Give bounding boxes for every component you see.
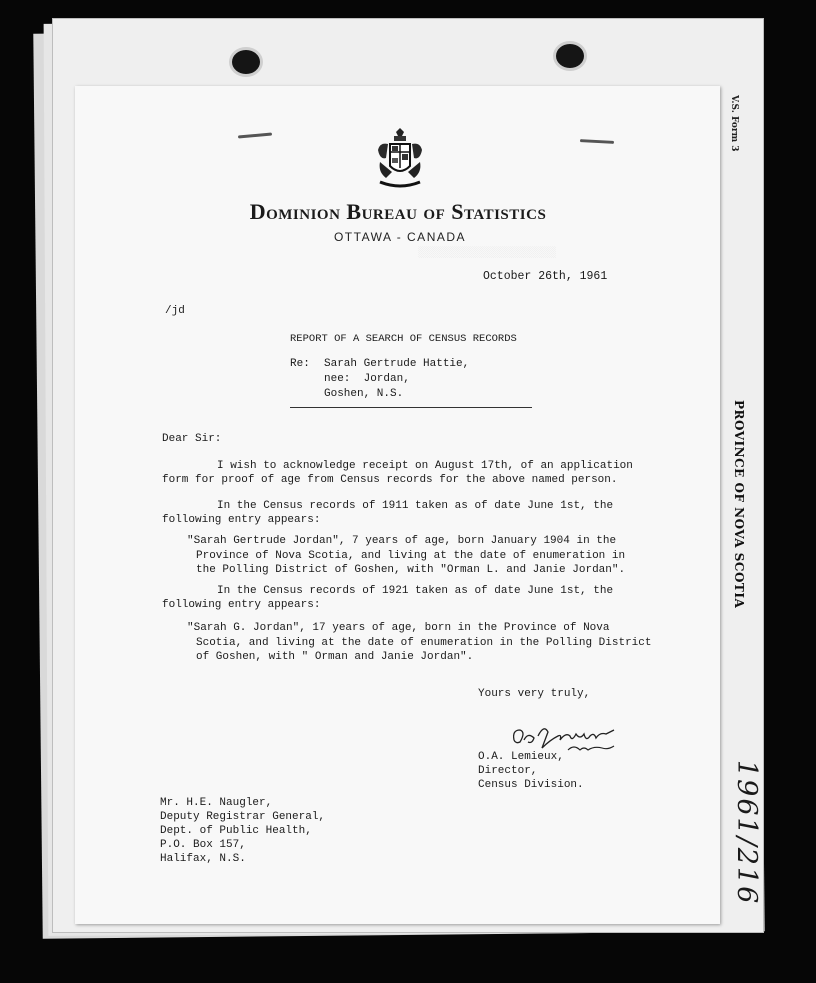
paragraph-line: following entry appears: xyxy=(162,599,321,611)
recipient-line: Dept. of Public Health, xyxy=(160,825,312,837)
paragraph-line: Province of Nova Scotia, and living at the date of enumeration in xyxy=(196,550,626,562)
paragraph-line: of Goshen, with " Orman and Janie Jordan". xyxy=(196,651,474,663)
recipient-line: Mr. H.E. Naugler, xyxy=(160,797,273,809)
paragraph-line: Scotia, and living at the date of enumeration in the Polling District xyxy=(196,637,652,649)
re-nee: nee: Jordan, xyxy=(324,373,410,385)
signatory-title: Director, xyxy=(478,765,538,777)
punch-hole-icon xyxy=(229,47,263,77)
punch-hole-icon xyxy=(553,41,587,71)
recipient-line: Deputy Registrar General, xyxy=(160,811,326,823)
paragraph-line: form for proof of age from Census records for the above named person. xyxy=(162,474,618,486)
form-tag: V.S. Form 3 xyxy=(729,95,739,152)
letterhead-subtitle: OTTAWA - CANADA xyxy=(333,230,467,244)
report-title: REPORT OF A SEARCH OF CENSUS RECORDS xyxy=(290,333,517,345)
salutation: Dear Sir: xyxy=(162,433,222,445)
closing: Yours very truly, xyxy=(478,688,591,700)
paragraph-line: the Polling District of Goshen, with "Orman L. and Janie Jordan". xyxy=(196,564,626,576)
signatory-division: Census Division. xyxy=(478,779,584,791)
reference-number: 1961/216 xyxy=(731,760,762,906)
recipient-line: P.O. Box 157, xyxy=(160,839,246,851)
paragraph-line: "Sarah G. Jordan", 17 years of age, born in the Province of Nova xyxy=(187,622,610,634)
recipient-line: Halifax, N.S. xyxy=(160,853,246,865)
paragraph-line: In the Census records of 1921 taken as of date June 1st, the xyxy=(217,585,614,597)
paragraph-line: "Sarah Gertrude Jordan", 7 years of age, born January 1904 in the xyxy=(187,535,617,547)
coat-of-arms-icon xyxy=(374,128,426,192)
re-name: Sarah Gertrude Hattie, xyxy=(324,358,470,370)
letterhead-title: Dominion Bureau of Statistics xyxy=(249,199,547,224)
re-label: Re: xyxy=(290,358,310,370)
paragraph-line: In the Census records of 1911 taken as of date June 1st, the xyxy=(217,500,614,512)
re-place: Goshen, N.S. xyxy=(324,388,404,400)
province-label: PROVINCE OF NOVA SCOTIA xyxy=(732,400,746,609)
bleed-through-text: ░░░░░░░░░░░░░░░░░░░░░░░ xyxy=(418,248,557,259)
paragraph-line: following entry appears: xyxy=(162,514,321,526)
paragraph-line: I wish to acknowledge receipt on August 17th, of an application xyxy=(217,460,633,472)
reference-initials: /jd xyxy=(165,305,185,317)
letter-date: October 26th, 1961 xyxy=(483,270,608,283)
divider xyxy=(290,407,532,408)
signatory-name: O.A. Lemieux, xyxy=(478,751,564,763)
